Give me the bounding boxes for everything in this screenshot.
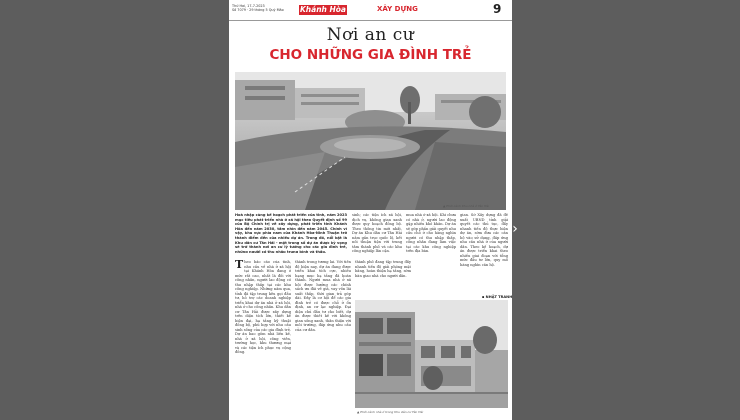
header-date: [232, 4, 292, 12]
bottom-photo-caption: ▲ Phối cảnh nhà ở trong Khu dân cư Tân Hải: [357, 410, 424, 414]
header-date-line-2: Số 7079 · 29 tháng 5 Quý Mão: [232, 8, 284, 12]
header-date-line-1: Thứ Hai, 17-7-2023: [232, 4, 265, 8]
article-column-c: gian. Sở Xây dựng đã đề xuất UBND tỉnh giải quyết các thủ tục, đẩy nhanh tiến độ thực hiện dự án, sớm đưa các căn hộ vào sử dụng, đáp ứng nhu cầu nhà ở của người dân. Theo kế hoạch, dự án được triển khai theo nhiều giai đoạn với tổng mức đầu tư lớn, quy mô hàng nghìn căn hộ.: [460, 213, 508, 267]
newspaper-page: [229, 0, 512, 420]
newspaper-logo: Khánh Hòa: [300, 5, 346, 14]
article-title-line-2: CHO NHỮNG GIA ĐÌNH TRẺ: [269, 47, 472, 63]
main-photo: [235, 72, 506, 210]
page-number: 9: [493, 2, 502, 16]
article-column-1: [235, 260, 291, 418]
dropcap: T: [235, 260, 244, 271]
article-column-1-text: heo báo cáo của tỉnh, nhu cầu về nhà ở xã hội tại Khánh Hòa đang ở mức rất cao, nhất là đối với công nhân, người lao động có thu nhập thấp tại các khu công nghiệp. Những năm qua, tỉnh đã tập trung kêu gọi đầu tư, hỗ trợ các doanh nghiệp triển khai dự án nhà ở xã hội, nhà ở cho công nhân. Khu dân cư Tân Hải được xây dựng trên diện tích lớn, thiết kế hiện đại, hạ tầng kỹ thuật đồng bộ, phù hợp với nhu cầu sinh sống của các gia đình trẻ. Dự án bao gồm nhà liền kề, nhà ở xã hội, công viên, trường học, khu thương mại và các tiện ích phục vụ cộng đồng.: [235, 260, 291, 354]
article-column-2: thành trong tương lai. Với tiến độ hiện nay, dự án đang được triển khai tích cực, nhiều hạng mục hạ tầng đã hoàn thành. Người mua nhà ở xã hội được hưởng các chính sách ưu đãi về giá, vay vốn lãi suất thấp, thời gian trả góp dài. Đây là cơ hội để các gia đình trẻ có được chỗ ở ổn định, an cư lạc nghiệp. Đại diện chủ đầu tư cho biết, dự án được thiết kế với không gian sống xanh, thân thiện với môi trường, đáp ứng nhu cầu của cư dân.: [295, 260, 351, 332]
next-page-icon[interactable]: ›: [512, 221, 518, 237]
main-photo-caption: ▲ Phối cảnh Khu nhà ở Tân Hải: [443, 204, 490, 208]
article-author: ▪ NHẬT TRANH: [482, 295, 512, 299]
article-column-3: thành phố đang tập trung đẩy nhanh tiến độ giải phóng mặt bằng, hoàn thiện hạ tầng, sớm bàn giao nhà cho người dân.: [355, 260, 411, 278]
bottom-photo: [355, 300, 508, 408]
article-title-line-1: Nơi an cư: [326, 25, 415, 45]
page-header: [229, 0, 512, 21]
article-column-b: mua nhà ở xã hội. Khi chưa có nhà ở, người lao động gặp nhiều khó khăn. Dự án sẽ góp phần giải quyết nhu cầu chỗ ở cho hàng nghìn người có thu nhập thấp, công nhân đang làm việc tại các khu công nghiệp trên địa bàn.: [406, 213, 456, 253]
section-title: XÂY DỰNG: [377, 5, 418, 13]
article-lead: Hoà nhập cùng kế hoạch phát triển của tỉnh, năm 2023 mục tiêu phát triển nhà ở xã hội theo Quyết định số 99 của Bộ Chính trị về xây dựng, phát triển tỉnh Khánh Hòa đến năm 2030, tầm nhìn đến năm 2045. Chính vì vậy, khu vực phía nam của Khánh Hòa-Ninh Thuận trở thành điểm đến của nhiều dự án. Trong đó, nổi bật là Khu dân cư Tân Hải - một trong số dự án được kỳ vọng sẽ trở thành nơi an cư lý tưởng cho các gia đình trẻ, những người có thu nhập trung bình và thấp.: [235, 213, 347, 253]
article-column-a: sinh; các tiện ích xã hội, dịch vụ, không gian xanh được quy hoạch đồng bộ. Theo thông tin mới nhất, Dự án Khu dân cư Tân Hải nằm gần trục quốc lộ, kết nối thuận tiện với trung tâm thành phố và các khu công nghiệp lân cận.: [352, 213, 402, 253]
